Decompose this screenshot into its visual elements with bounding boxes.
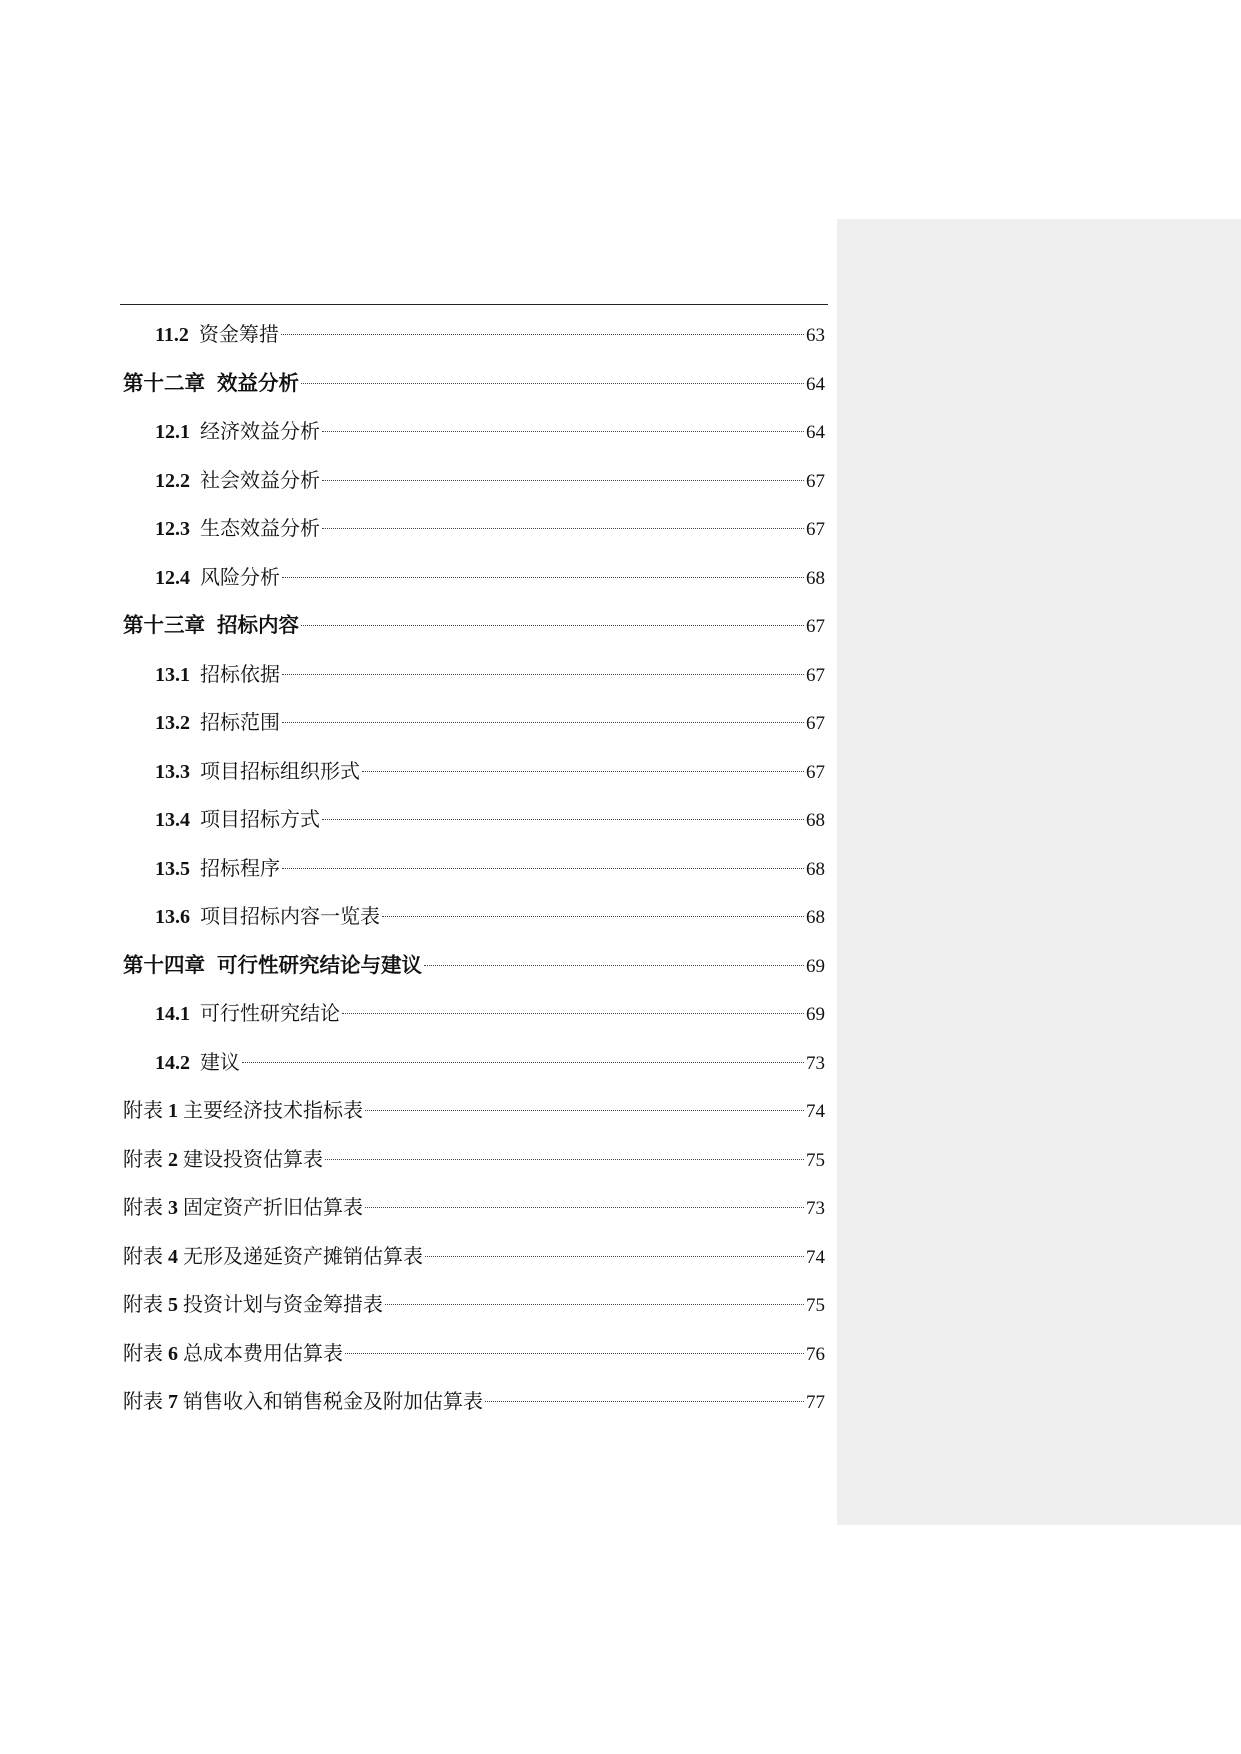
toc-entry-12-2[interactable] [155, 464, 825, 496]
appendix-title: 投资计划与资金筹措表 [183, 1292, 383, 1316]
toc-entry-appendix-2[interactable] [123, 1143, 825, 1175]
page-number: 68 [806, 858, 825, 880]
section-number: 13.4 [155, 809, 190, 831]
page-number: 67 [806, 519, 825, 540]
appendix-title: 销售收入和销售税金及附加估算表 [183, 1389, 483, 1413]
dot-leader [281, 334, 804, 335]
toc-entry-14-2[interactable] [155, 1046, 825, 1078]
appendix-title: 主要经济技术指标表 [183, 1098, 363, 1122]
appendix-number: 7 [168, 1391, 178, 1413]
appendix-number: 1 [168, 1100, 178, 1122]
appendix-prefix: 附表 [123, 1243, 163, 1268]
toc-entry-appendix-3[interactable] [123, 1191, 825, 1223]
toc-entry-13-4[interactable] [155, 803, 825, 835]
section-number: 13.3 [155, 760, 190, 783]
dot-leader [322, 528, 804, 529]
page-number: 68 [806, 907, 825, 928]
section-title: 项目招标方式 [200, 807, 320, 831]
section-number: 12.3 [155, 518, 190, 540]
dot-leader [242, 1062, 804, 1063]
chapter-title: 效益分析 [217, 370, 299, 395]
section-title: 项目招标组织形式 [200, 758, 360, 783]
dot-leader [301, 625, 804, 626]
page-number: 73 [806, 1198, 825, 1219]
section-number: 14.1 [155, 1003, 190, 1025]
chapter-number: 第十四章 [123, 952, 205, 977]
dot-leader [385, 1304, 804, 1305]
dot-leader [282, 868, 804, 869]
dot-leader [325, 1159, 804, 1160]
page-number: 67 [806, 761, 825, 783]
section-title: 资金筹措 [198, 322, 279, 346]
page-number: 68 [806, 810, 825, 831]
toc-entry-14-1[interactable] [155, 997, 825, 1029]
toc-entry-appendix-5[interactable] [123, 1288, 825, 1320]
page-number: 77 [806, 1392, 825, 1413]
page-number: 68 [806, 567, 825, 589]
toc-entry-appendix-7[interactable] [123, 1385, 825, 1417]
appendix-number: 4 [168, 1245, 178, 1268]
page-number: 63 [806, 325, 825, 346]
section-title: 社会效益分析 [200, 467, 320, 492]
dot-leader [365, 1207, 804, 1208]
section-number: 11.2 [155, 324, 189, 346]
toc-entry-chapter-13[interactable] [123, 609, 825, 641]
page-number: 64 [806, 373, 825, 395]
appendix-number: 3 [168, 1197, 178, 1219]
appendix-title: 建设投资估算表 [183, 1146, 323, 1171]
toc-entry-chapter-12[interactable] [123, 367, 825, 399]
appendix-number: 6 [168, 1342, 178, 1365]
page-number: 69 [806, 955, 825, 977]
toc-entry-appendix-1[interactable] [123, 1094, 825, 1126]
appendix-prefix: 附表 [123, 1098, 163, 1122]
toc-entry-appendix-4[interactable] [123, 1240, 825, 1272]
section-title: 项目招标内容一览表 [200, 904, 380, 928]
page-number: 75 [806, 1149, 825, 1171]
dot-leader [342, 1013, 804, 1014]
header-rule [120, 304, 828, 305]
dot-leader [425, 1256, 804, 1257]
appendix-number: 2 [168, 1148, 178, 1171]
dot-leader [322, 819, 804, 820]
section-title: 建议 [200, 1049, 240, 1074]
page-number: 67 [806, 664, 825, 686]
section-number: 14.2 [155, 1051, 190, 1074]
toc-entry-12-3[interactable] [155, 512, 825, 544]
appendix-number: 5 [168, 1294, 178, 1316]
section-title: 招标程序 [200, 855, 280, 880]
dot-leader [301, 383, 804, 384]
chapter-title: 可行性研究结论与建议 [217, 952, 422, 977]
page-number: 76 [806, 1343, 825, 1365]
toc-entry-chapter-14[interactable] [123, 949, 825, 981]
section-title: 经济效益分析 [200, 419, 320, 443]
appendix-title: 固定资产折旧估算表 [183, 1195, 363, 1219]
toc-entry-11-2[interactable] [155, 318, 825, 350]
appendix-prefix: 附表 [123, 1340, 163, 1365]
page-number: 67 [806, 713, 825, 734]
section-number: 12.1 [155, 421, 190, 443]
appendix-prefix: 附表 [123, 1389, 163, 1413]
page-number: 69 [806, 1004, 825, 1025]
toc-entry-13-5[interactable] [155, 852, 825, 884]
appendix-prefix: 附表 [123, 1292, 163, 1316]
comment-margin-pane [837, 219, 1241, 1525]
section-number: 12.2 [155, 469, 190, 492]
appendix-title: 无形及递延资产摊销估算表 [183, 1243, 423, 1268]
dot-leader [365, 1110, 804, 1111]
toc-entry-12-4[interactable] [155, 561, 825, 593]
page-number: 73 [806, 1052, 825, 1074]
dot-leader [362, 771, 804, 772]
appendix-title: 总成本费用估算表 [183, 1340, 343, 1365]
dot-leader [485, 1401, 804, 1402]
dot-leader [345, 1353, 804, 1354]
toc-entry-13-2[interactable] [155, 706, 825, 738]
appendix-prefix: 附表 [123, 1195, 163, 1219]
section-number: 13.6 [155, 906, 190, 928]
page-number: 75 [806, 1295, 825, 1316]
page-number: 64 [806, 422, 825, 443]
section-number: 13.1 [155, 663, 190, 686]
toc-entry-12-1[interactable] [155, 415, 825, 447]
dot-leader [424, 965, 804, 966]
toc-entry-13-6[interactable] [155, 900, 825, 932]
section-number: 13.5 [155, 857, 190, 880]
dot-leader [282, 577, 804, 578]
section-number: 12.4 [155, 566, 190, 589]
appendix-prefix: 附表 [123, 1146, 163, 1171]
page-number: 67 [806, 616, 825, 637]
dot-leader [322, 480, 804, 481]
toc-entry-13-3[interactable] [155, 755, 825, 787]
dot-leader [382, 916, 804, 917]
dot-leader [322, 431, 804, 432]
section-number: 13.2 [155, 712, 190, 734]
section-title: 风险分析 [200, 564, 280, 589]
section-title: 可行性研究结论 [200, 1001, 340, 1025]
dot-leader [282, 674, 804, 675]
toc-entry-appendix-6[interactable] [123, 1337, 825, 1369]
chapter-number: 第十三章 [123, 613, 205, 637]
section-title: 招标依据 [200, 661, 280, 686]
chapter-title: 招标内容 [217, 613, 299, 637]
section-title: 生态效益分析 [200, 516, 320, 540]
section-title: 招标范围 [200, 710, 280, 734]
page-number: 74 [806, 1246, 825, 1268]
page-number: 67 [806, 470, 825, 492]
toc-entry-13-1[interactable] [155, 658, 825, 690]
page-number: 74 [806, 1101, 825, 1122]
dot-leader [282, 722, 804, 723]
chapter-number: 第十二章 [123, 370, 205, 395]
